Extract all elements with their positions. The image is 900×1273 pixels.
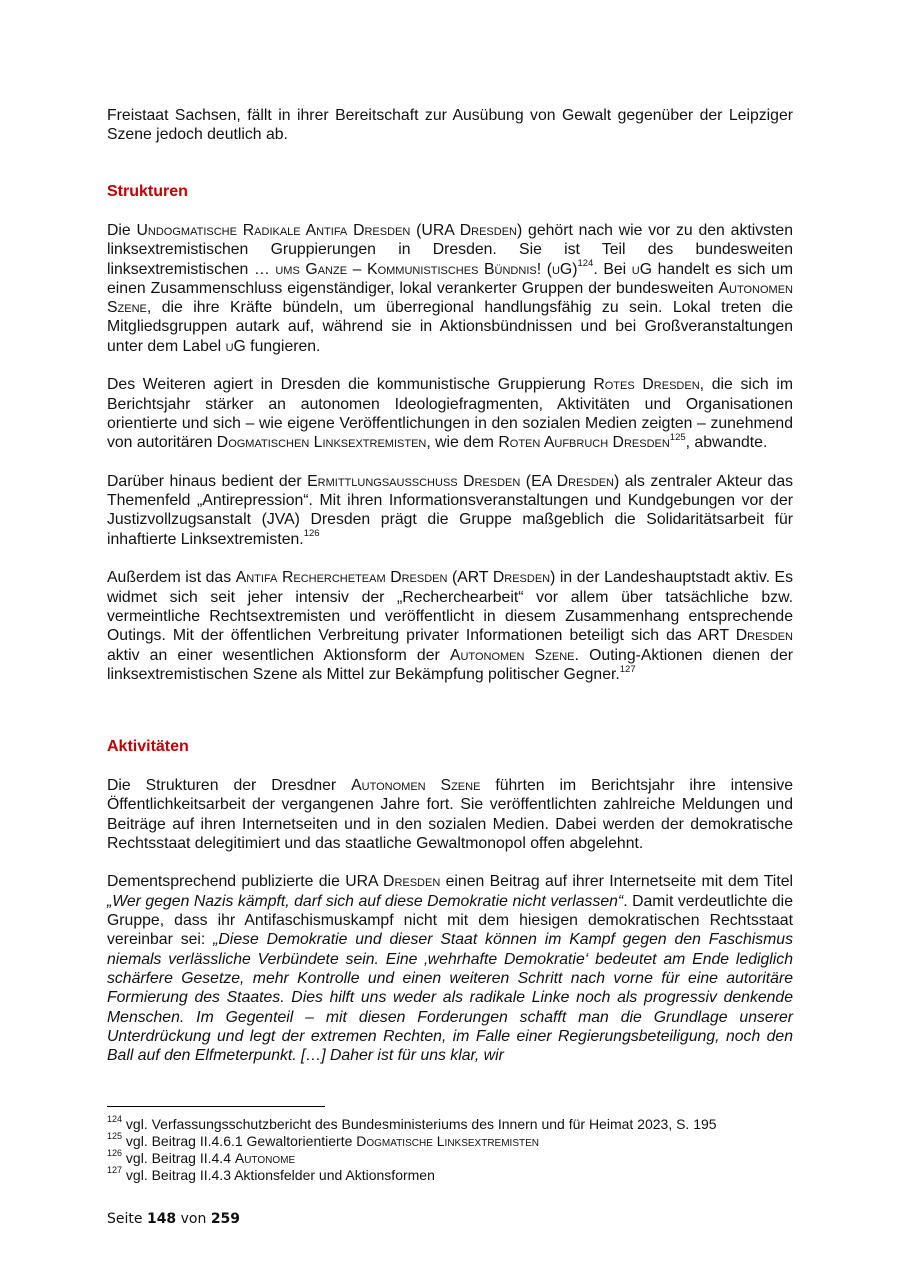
footnote-126: $^{126}$ vgl. Beitrag II.4.4 Autonome	[107, 1148, 296, 1166]
strukturen-paragraph-1: Die Undogmatische Radikale Antifa Dresden (URA Dresden) gehört nach wie vor zu den aktivsten linksextremistischen Gruppierungen in Dresden. Sie ist Teil des bundesweiten linksextremistischen … ums Ganze – Kommunistisches Bündnis! (uG)$^{124}$. Bei uG handelt es sich um einen Zusammenschluss eigenständiger, lokal verankerter Gruppen der bundesweiten Autonomen Szene, die ihre Kräfte bündeln, um überregional handlungsfähig zu sein. Lokal treten die Mitgliedsgruppen autark auf, während sie in Aktionsbündnissen und bei Großveranstaltungen unter dem Label uG fungieren.	[107, 222, 793, 355]
footnote-127: $^{127}$ vgl. Beitrag II.4.3 Aktionsfelder und Aktionsformen	[107, 1165, 435, 1183]
article-title: „Wer gegen Nazis kämpft, darf sich auf diese Demokratie nicht verlassen“	[107, 892, 624, 910]
page-footer: Seite 148 von 259	[107, 1211, 241, 1227]
current-page-number: 148	[146, 1211, 177, 1227]
strukturen-paragraph-2: Des Weiteren agiert in Dresden die kommunistische Gruppierung Rotes Dresden, die sich im Berichtsjahr stärker an autonomen Ideologiefragmenten, Aktivitäten und Organisationen orientierte und sich – wie eigene Veröffentlichungen in den sozialen Medien zeigten – zunehmend von autoritären Dogmatischen Linksextremisten, wie dem Roten Aufbruch Dresden$^{125}$, abwandte.	[107, 376, 794, 452]
aktivitaeten-paragraph-2: Dementsprechend publizierte die URA Dresden einen Beitrag auf ihrer Internetseite mit dem Titel „Wer gegen Nazis kämpft, darf sich auf diese Demokratie nicht verlassen“. Damit verdeutlichte die Gruppe, dass ihr Antifaschismuskampf nicht mit dem hiesigen demokratischen Rechtsstaat vereinbar sei: „Diese Demokratie und dieser Staat können im Kampf gegen den Faschismus niemals verlässliche Verbündete sein. Eine ‚wehrhafte Demokratie‘ bedeutet am Ende lediglich schärfere Gesetze, mehr Kontrolle und einen weiteren Schritt nach vorne für eine autoritäre Formierung des Staates. Dies hilft uns weder als radikale Linke noch als progressiv denkende Menschen. Im Gegenteil – mit diesen Forderungen schafft man die Grundlage unserer Unterdrückung und legt der extremen Rechten, im Falle einer Regierungsbeteiligung, noch den Ball auf den Elfmeterpunkt. […] Daher ist für uns klar, wir	[107, 873, 794, 1065]
footnotes	[107, 1116, 807, 1184]
footnote-divider	[107, 1106, 325, 1107]
intro-paragraph-block	[107, 106, 793, 145]
footnote-125: $^{125}$ vgl. Beitrag II.4.6.1 Gewaltorientierte Dogmatische Linksextremisten	[107, 1131, 539, 1149]
footnote-ref-125[interactable]: 125	[669, 432, 686, 443]
article-quote: „Diese Demokratie und dieser Staat können im Kampf gegen den Faschismus niemals verlässliche Verbündete sein. Eine ‚wehrhafte Demokratie‘ bedeutet am Ende lediglich schärfere Gesetze, mehr Kontrolle und einen weiteren Schritt nach vorne für eine autoritäre Formierung des Staates. Dies hilft uns weder als radikale Linke noch als progressiv denkende Menschen. Im Gegenteil – mit diesen Forderungen schafft man die Grundlage unserer Unterdrückung und legt der extremen Rechten, im Falle einer Regierungsbeteiligung, noch den Ball auf den Elfmeterpunkt. […] Daher ist für uns klar, wir	[107, 931, 793, 1065]
aktivitaeten-section	[107, 776, 793, 1065]
intro-paragraph: Freistaat Sachsen, fällt in ihrer Bereitschaft zur Ausübung von Gewalt gegenüber der Leipziger Szene jedoch deutlich ab.	[107, 107, 793, 144]
heading-aktivitaeten: Aktivitäten	[107, 738, 189, 755]
footnote-ref-127[interactable]: 127	[619, 663, 636, 675]
heading-strukturen: Strukturen	[107, 183, 188, 200]
footnote-ref-126[interactable]: 126	[303, 528, 320, 540]
aktivitaeten-paragraph-1: Die Strukturen der Dresdner Autonomen Szene führten im Berichtsjahr ihre intensive Öffentlichkeitsarbeit der vergangenen Jahre fort. Sie veröffentlichten zahlreiche Meldungen und Beiträge auf ihren Internetseiten und in den sozialen Medien. Dabei werden der demokratische Rechtsstaat delegitimiert und das staatliche Gewaltmonopol offen abgelehnt.	[107, 777, 794, 852]
footnote-ref-124[interactable]: 124	[577, 258, 594, 270]
strukturen-paragraph-4: Außerdem ist das Antifa Rechercheteam Dresden (ART Dresden) in der Landeshauptstadt aktiv. Es widmet sich seit jeher intensiv der „Recherchearbeit“ vor allem über tatsächliche bzw. vermeintliche Rechtsextremisten und veröffentlicht in diesem Zusammenhang entsprechende Outings. Mit der öffentlichen Verbreitung privater Informationen beteiligt sich das ART Dresden aktiv an einer wesentlichen Aktionsform der Autonomen Szene. Outing-Aktionen dienen der linksextremistischen Szene als Mittel zur Bekämpfung politischer Gegner.$^{127}$	[107, 569, 793, 683]
strukturen-paragraph-3: Darüber hinaus bedient der Ermittlungsausschuss Dresden (EA Dresden) als zentraler Akteur das Themenfeld „Antirepression“. Mit ihren Informationsveranstaltungen und Kundgebungen vor der Justizvollzugsanstalt (JVA) Dresden prägt die Gruppe maßgeblich die Solidaritätsarbeit für inhaftierte Linksextremisten.$^{126}$	[107, 472, 794, 548]
footnote-124: $^{124}$ vgl. Verfassungsschutzbericht des Bundesministeriums des Innern und für Heimat 2023, S. 195	[107, 1114, 717, 1132]
total-page-count: 259	[210, 1211, 241, 1227]
strukturen-section	[107, 221, 793, 684]
